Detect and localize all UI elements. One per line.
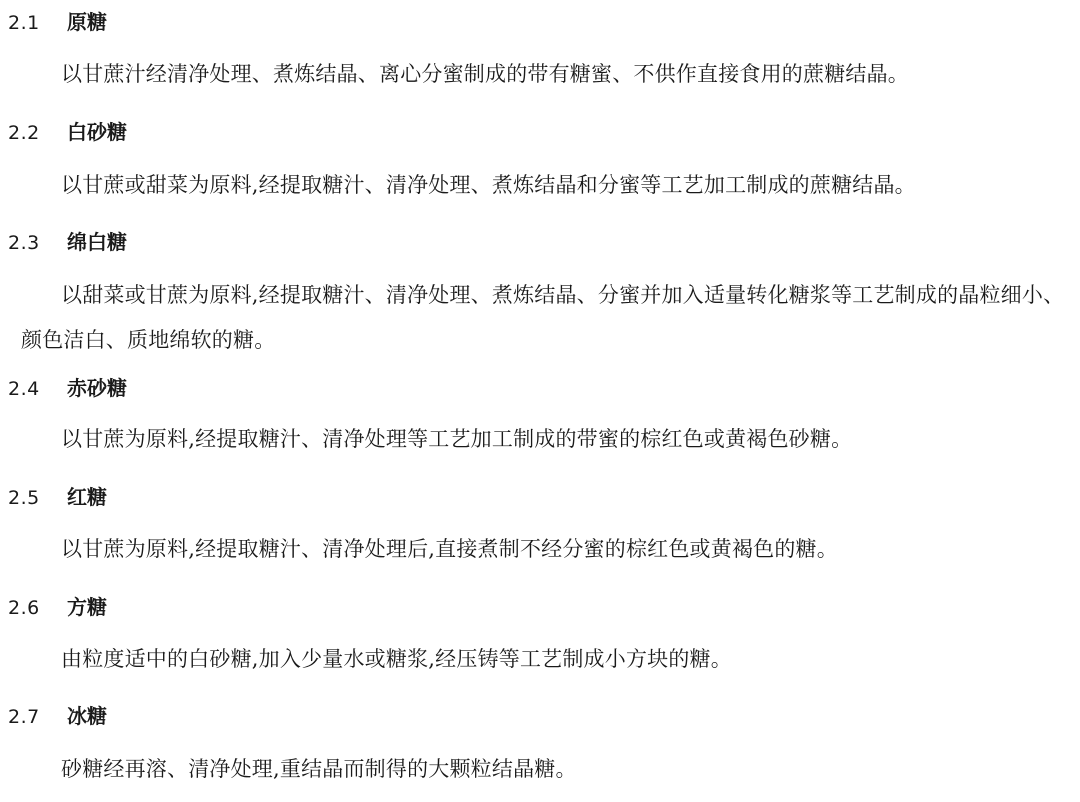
term-title: 方糖 [67, 595, 107, 619]
section-number: 2.6 [8, 597, 40, 619]
term-heading [0, 700, 1080, 734]
term-entry-2-6 [0, 591, 1080, 671]
term-title: 冰糖 [67, 704, 107, 728]
section-number: 2.3 [8, 232, 40, 254]
section-number: 2.1 [8, 12, 40, 34]
section-number: 2.2 [8, 122, 40, 144]
section-number: 2.5 [8, 487, 40, 509]
section-number: 2.4 [8, 378, 40, 400]
term-heading [0, 226, 1080, 260]
term-title: 绵白糖 [67, 230, 127, 254]
term-definition: 由粒度适中的白砂糖,加入少量水或糖浆,经压铸等工艺制成小方块的糖。 [61, 647, 732, 671]
term-heading [0, 6, 1080, 40]
term-title: 白砂糖 [67, 120, 127, 144]
term-entry-2-4 [0, 372, 1080, 451]
term-title: 红糖 [67, 485, 107, 509]
term-heading [0, 372, 1080, 406]
term-entry-2-1 [0, 6, 1080, 86]
term-entry-2-3 [0, 226, 1080, 352]
term-title: 原糖 [67, 10, 107, 34]
term-definition: 砂糖经再溶、清净处理,重结晶而制得的大颗粒结晶糖。 [61, 757, 577, 781]
term-heading [0, 481, 1080, 515]
term-definition: 以甘蔗为原料,经提取糖汁、清净处理等工艺加工制成的带蜜的棕红色或黄褐色砂糖。 [61, 427, 853, 451]
term-heading [0, 591, 1080, 625]
term-definition: 以甘蔗为原料,经提取糖汁、清净处理后,直接煮制不经分蜜的棕红色或黄褐色的糖。 [61, 537, 838, 561]
term-heading [0, 116, 1080, 150]
term-definition: 以甜菜或甘蔗为原料,经提取糖汁、清净处理、煮炼结晶、分蜜并加入适量转化糖浆等工艺制成的晶粒细小、颜色洁白、质地绵软的糖。 [21, 283, 1065, 352]
term-entry-2-7 [0, 700, 1080, 781]
term-entry-2-5 [0, 481, 1080, 561]
term-title: 赤砂糖 [67, 376, 127, 400]
term-definition: 以甘蔗或甜菜为原料,经提取糖汁、清净处理、煮炼结晶和分蜜等工艺加工制成的蔗糖结晶。 [61, 173, 916, 197]
term-entry-2-2 [0, 116, 1080, 197]
section-number: 2.7 [8, 706, 40, 728]
term-definition: 以甘蔗汁经清净处理、煮炼结晶、离心分蜜制成的带有糖蜜、不供作直接食用的蔗糖结晶。 [61, 62, 909, 86]
